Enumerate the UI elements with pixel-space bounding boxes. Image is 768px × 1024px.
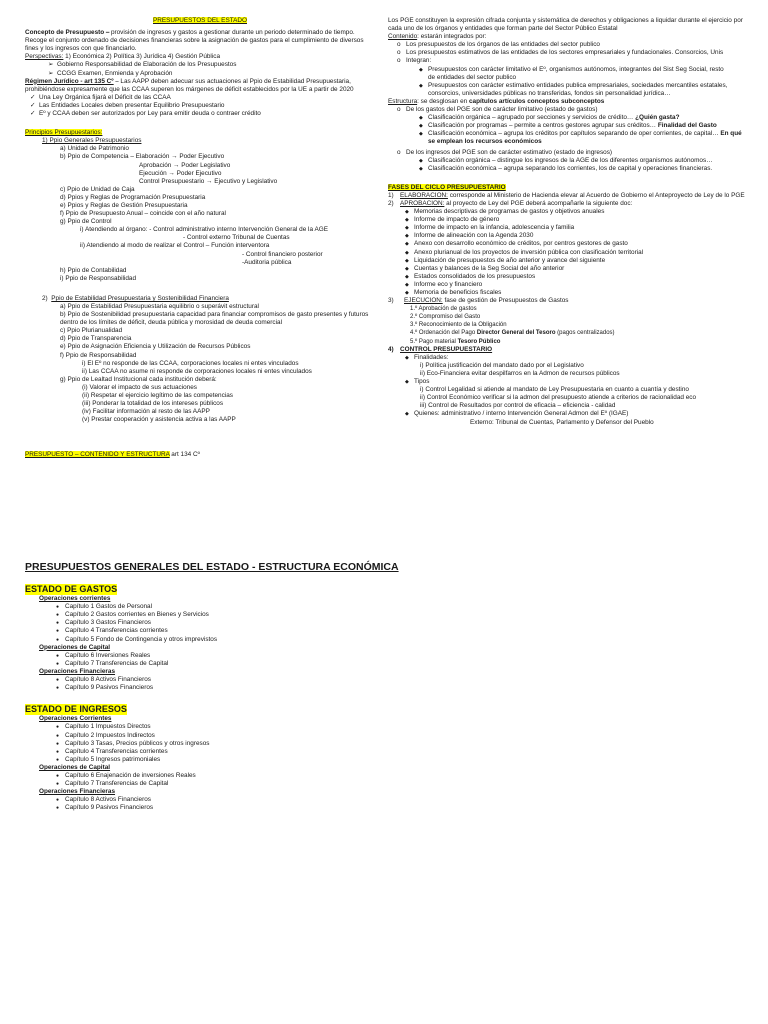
- list-item: ● Capítulo 8 Activos Financieros: [65, 676, 425, 684]
- list-item: ● Capítulo 4 Transferencias corrientes: [65, 627, 425, 635]
- list-item: ● Capítulo 1 Gastos de Personal: [65, 603, 425, 611]
- group-list: [65, 772, 425, 788]
- gastos-line-list: [406, 106, 748, 114]
- list-item: ● Capítulo 2 Impuestos Indirectos: [65, 732, 425, 740]
- perspectivas-label: Perspectivas:: [25, 53, 64, 61]
- group-title: Operaciones Financieras: [39, 667, 116, 675]
- p2-number: 2): [42, 294, 48, 302]
- list-item: o Los presupuestos de los órganos de las entidades del sector publico: [406, 41, 748, 49]
- list-item: ● Capítulo 4 Transferencias corrientes: [65, 748, 425, 756]
- list-item: -Auditoria pública: [242, 258, 292, 266]
- regimen-list: [39, 94, 375, 118]
- list-item: b) Ppio de Sostenibilidad presupuestaria capacidad para financiar compromisos de gasto presentes y futuros dentro de los límites de déficit, deuda pública y morosidad de deuda comercial: [60, 311, 369, 327]
- list-item: ✓ Una Ley Orgánica fijará el Déficit de las CCAA: [39, 94, 375, 102]
- list-item: [410, 338, 748, 346]
- ingresos-group-1: [25, 764, 425, 788]
- right-column: [388, 17, 748, 427]
- list-item: o Los presupuestos estimativos de las entidades de los sectores empresariales y fundacionales. Consorcios, Unis: [406, 49, 748, 57]
- list-item: ◆ Clasificación orgánica – distingue los ingresos de la AGE de los diferentes organismos autónomos…: [428, 157, 748, 165]
- item-bold: En qué se emplean los recursos económicos: [428, 130, 742, 146]
- list-item: ◆ Anexo con desarrollo económico de créditos, por centros gestores de gasto: [414, 240, 748, 248]
- list-item: o Integran:: [406, 57, 748, 65]
- gastos-group-2: [25, 668, 425, 692]
- fase-1: 1) ELABORACION: corresponde al Ministerio de Hacienda elevar al Acuerdo de Gobierno el Anteproyecto de Ley de lo PGE: [388, 191, 745, 199]
- contenido-list: [406, 41, 748, 65]
- estructura-text: : se desglosan en: [417, 97, 469, 105]
- list-item: [428, 122, 748, 130]
- item-bold: Finalidad del Gasto: [657, 122, 717, 130]
- gastos-group-0: [25, 595, 425, 644]
- fase-4-label: CONTROL PRESUPUESTARIO: [400, 345, 493, 353]
- group-title: Operaciones de Capital: [39, 643, 111, 651]
- item-text: (pagos centralizados): [555, 330, 615, 337]
- perspectivas-text: 1) Económica 2) Política 3) Jurídica 4) Gestión Pública: [63, 53, 221, 61]
- list-item: ◆ Cuentas y balances de la Seg Social del año anterior: [414, 265, 748, 273]
- list-item: ● Capítulo 8 Activos Financieros: [65, 796, 425, 804]
- list-item: ◆ Informe de alineación con la Agenda 2030: [414, 232, 748, 240]
- list-item: ● Capítulo 9 Pasivos Financieros: [65, 684, 425, 692]
- list-item: ● Capítulo 1 Impuestos Directos: [65, 723, 425, 731]
- list-item: ◆ Informe de impacto de género: [414, 216, 748, 224]
- list-item: ◆ Tipos: [414, 378, 748, 386]
- list-item: (ii) Respetar el ejercicio legítimo de las competencias: [82, 392, 233, 400]
- estructura-bold: capítulos artículos conceptos subconceptos: [469, 97, 605, 105]
- list-item: (iv) Facilitar información al resto de las AAPP: [82, 408, 210, 416]
- ingresos-class-list: [428, 157, 748, 173]
- list-item: b) Ppio de Competencia – Elaboración → Poder Ejecutivo: [60, 153, 225, 161]
- list-item: i) Control Legalidad si atiende al mandato de Ley Presupuestaria en cuanto a cuantía y destino: [420, 386, 689, 394]
- list-item: c) Ppio Plurianualidad: [60, 327, 123, 335]
- p1-list: [60, 145, 375, 283]
- group-list: [65, 676, 425, 692]
- group-title: Operaciones corrientes: [39, 595, 111, 603]
- ingresos-group-0: [25, 715, 425, 764]
- item-bold: Tesoro Público: [457, 338, 501, 345]
- list-item: ● Capítulo 7 Transferencias de Capital: [65, 660, 425, 668]
- list-item: ● Capítulo 3 Tasas, Precios públicos y otros ingresos: [65, 740, 425, 748]
- list-item: Aprobación → Poder Legislativo: [139, 161, 231, 169]
- list-item: ◆ Estados consolidados de los presupuestos: [414, 273, 748, 281]
- list-item: c) Ppio de Unidad de Caja: [60, 185, 135, 193]
- list-item: ● Capítulo 6 Inversiones Reales: [65, 652, 425, 660]
- list-item: o De los gastos del PGE son de carácter limitativo (estado de gastos): [406, 106, 748, 114]
- list-item: ● Capítulo 5 Fondo de Contingencia y otros imprevistos: [65, 636, 425, 644]
- group-list: [65, 723, 425, 763]
- fases-title: FASES DEL CICLO PRESUPUESTARIO: [388, 183, 506, 191]
- fase-1-label: ELABORACION:: [400, 191, 448, 199]
- list-item: [428, 130, 748, 146]
- contenido-desc: : estarán integrados por:: [417, 33, 487, 41]
- perspectivas-list: [57, 61, 375, 77]
- list-item: ◆ Memoria de beneficios fiscales: [414, 289, 748, 297]
- left-column: [25, 17, 375, 460]
- ingresos-line-list: [406, 149, 748, 157]
- ingresos-group-2: [25, 788, 425, 812]
- fase-3: 3) EJECUCION: fase de gestión de Presupuestos de Gastos: [388, 297, 569, 305]
- item-bold: ¿Quién gasta?: [635, 114, 680, 122]
- list-item: ◆ Liquidación de presupuestos de año anterior y avance del siguiente: [414, 257, 748, 265]
- list-item: d) Ppio de Transparencia: [60, 335, 132, 343]
- list-item: [428, 114, 748, 122]
- list-item: ii) Eco-Financiera evitar despilfarros en la Admon de recursos públicos: [420, 369, 620, 377]
- gastos-title: ESTADO DE GASTOS: [25, 584, 118, 594]
- group-list: [65, 652, 425, 668]
- list-item: 2.º Compromiso del Gasto: [410, 314, 481, 321]
- list-item: ✓ Las Entidades Locales deben presentar Equilibrio Presupuestario: [39, 102, 375, 110]
- list-item: ● Capítulo 7 Transferencias de Capital: [65, 780, 425, 788]
- list-item: e) Ppios y Reglas de Gestión Presupuestaria: [60, 201, 188, 209]
- list-item: o De los ingresos del PGE son de carácter estimativo (estado de ingresos): [406, 149, 748, 157]
- list-item: a) Ppio de Estabilidad Presupuestaria equilibrio o superávit estructural: [60, 303, 259, 310]
- principios-title: Principios Presupuestarios:: [25, 129, 103, 137]
- list-item: ◆ Quienes: administrativo / interno Intervención General Admon del Eº (IGAE): [414, 410, 748, 418]
- contenido-label: Contenido: [388, 33, 418, 41]
- list-item: (iii) Ponderar la totalidad de los intereses públicos: [82, 400, 224, 408]
- fase-3-label: EJECUCION:: [404, 297, 443, 305]
- list-item: f) Ppio de Presupuesto Anual – coincide con el año natural: [60, 210, 226, 218]
- fase-3-text: fase de gestión de Presupuestos de Gastos: [442, 297, 569, 305]
- fase-4-finalidades: [414, 354, 748, 362]
- list-item: ◆ Presupuestos con carácter estimativo entidades publica empresariales, sociedades mercantiles estatales, consorcios, universidades públicas no transferidas, fondos sin personalidad jurídica…: [428, 82, 728, 98]
- list-item: ● Capítulo 2 Gastos corrientes en Bienes y Servicios: [65, 611, 425, 619]
- list-item: ● Capítulo 5 Ingresos patrimoniales: [65, 756, 425, 764]
- fase-4-quienes: [414, 410, 748, 418]
- list-item: - Control externo Tribunal de Cuentas: [183, 234, 290, 242]
- contenido-line: [388, 33, 748, 41]
- tipos-list: [420, 386, 748, 410]
- list-item: ◆ Anexo plurianual de los proyectos de inversión pública con clasificación territorial: [414, 249, 748, 257]
- estructura-economica-section: [25, 561, 425, 812]
- p1-title: 1) Ppio Generales Presupuestarios: [42, 137, 142, 145]
- perspectivas-line: [25, 53, 375, 61]
- list-item: ii) Control Económico verificar si la admon del presupuesto atiende a criterios de racionalidad eco: [420, 394, 697, 402]
- estructura-label: Estructura: [388, 97, 418, 105]
- intro-paragraph: Los PGE constituyen la expresión cifrada conjunta y sistemática de derechos y obligaciones a liquidar durante el ejercicio por cada uno de los órganos y entidades que forman parte del Sector Público Estatal: [388, 17, 743, 33]
- section-title: PRESUPUESTOS GENERALES DEL ESTADO - ESTRUCTURA ECONÓMICA: [25, 561, 399, 573]
- contenido-text: art 134 Cº: [169, 451, 200, 459]
- list-item: [410, 329, 748, 337]
- list-item: d) Ppios y Reglas de Programación Presupuestaria: [60, 193, 206, 201]
- fase-4-tipos: [414, 378, 748, 386]
- p2-list: [60, 303, 375, 424]
- regimen-paragraph: Régimen Jurídico - art 135 Cº ⎯ Las AAPP deben adecuar sus actuaciones al Ppio de Estabilidad Presupuestaria, prohibiéndose expresamente que las CCAA superen los márgenes de déficit establecidos por la UE a partir de 2020: [25, 77, 354, 93]
- list-item: i) Atendiendo al órgano: - Control administrativo interno Intervención General de la AGE: [80, 226, 328, 234]
- item-text: 5.º Pago material: [410, 338, 458, 345]
- concepto-paragraph: Concepto de Presupuesto ⎯ provisión de ingresos y gastos a gestionar durante un periodo determinado de tiempo. Recoge el conjunto ordenado de decisiones financieras sobre la asignación de gastos para el cumplimiento de diversos fines y los ingresos con que financiarlo.: [25, 29, 364, 53]
- page-title: PRESUPUESTOS DEL ESTADO: [153, 17, 247, 24]
- fase-2-label: APROBACION:: [400, 199, 445, 207]
- list-item: ➢ Gobierno Responsabilidad de Elaboración de los Presupuestos: [57, 61, 375, 69]
- list-item: ● Capítulo 6 Enajenación de inversiones Reales: [65, 772, 425, 780]
- list-item: i) Política justificación del mandato dado por el Legislativo: [420, 361, 584, 369]
- list-item: e) Ppio de Asignación Eficiencia y Utilización de Recursos Públicos: [60, 343, 251, 351]
- fase-4: 4) CONTROL PRESUPUESTARIO: [388, 345, 493, 353]
- estructura-line: [388, 98, 748, 106]
- ingresos-title: ESTADO DE INGRESOS: [25, 704, 127, 715]
- list-item: h) Ppio de Contabilidad: [60, 266, 127, 274]
- group-list: [65, 796, 425, 812]
- list-item: iii) Control de Resultados por control de eficacia – eficiencia - calidad: [420, 402, 616, 410]
- item-text: Clasificación orgánica – agrupado por secciones y servicios de crédito…: [428, 114, 636, 122]
- list-item: ◆ Finalidades:: [414, 354, 748, 362]
- fase-2: 2) APROBACION: al proyecto de Ley del PGE deberá acompañarle la siguiente doc:: [388, 199, 633, 207]
- finalidades-list: [420, 362, 748, 378]
- list-item: Ejecución → Poder Ejecutivo: [139, 169, 222, 177]
- group-list: [65, 603, 425, 643]
- list-item: 3.º Reconocimiento de la Obligación: [410, 322, 507, 329]
- item-text: Clasificación por programas – permite a centros gestores agrupar sus créditos…: [428, 122, 658, 130]
- list-item: ◆ Clasificación económica – agrupa separando los corrientes, los de capital y operaciones financieras.: [428, 165, 748, 173]
- contenido-title: PRESUPUESTO – CONTENIDO Y ESTRUCTURA: [25, 451, 170, 459]
- gastos-class-list: [428, 114, 748, 146]
- list-item: ● Capítulo 3 Gastos Financieros: [65, 619, 425, 627]
- list-item: i) Ppio de Responsabilidad: [60, 274, 137, 282]
- list-item: f) Ppio de Responsabilidad: [60, 351, 137, 359]
- contenido-heading: [25, 451, 375, 459]
- list-item: ◆ Informe de impacto en la infancia, adolescencia y familia: [414, 224, 748, 232]
- list-item: ◆ Memorias descriptivas de programas de gastos y objetivos anuales: [414, 208, 748, 216]
- list-item: - Control financiero posterior: [242, 250, 323, 258]
- list-item: ii) Las CCAA no asume ni responde de corporaciones locales ni entes vinculados: [82, 367, 312, 375]
- group-title: Operaciones de Capital: [39, 763, 111, 771]
- item-text: 4.º Ordenación del Pago: [410, 330, 477, 337]
- fase-2-text: al proyecto de Ley del PGE deberá acompañarle la siguiente doc:: [444, 199, 633, 207]
- list-item: g) Ppio de Control: [60, 218, 112, 226]
- p2-title-line: [42, 295, 375, 303]
- externo-line: Externo: Tribunal de Cuentas, Parlamento y Defensor del Pueblo: [470, 418, 654, 426]
- list-item: Control Presupuestario → Ejecutivo y Legislativo: [139, 177, 278, 185]
- regimen-text: Las AAPP deben adecuar sus actuaciones al Ppio de Estabilidad Presupuestaria, prohibiéndose expresamente que las CCAA superen los márgenes de déficit establecidos por la UE a partir de 2020: [25, 77, 354, 93]
- group-title: Operaciones Financieras: [39, 788, 116, 796]
- regimen-label: Régimen Jurídico - art 135 Cº: [25, 77, 114, 85]
- concepto-text: provisión de ingresos y gastos a gestionar durante un periodo determinado de tiempo. Recoge el conjunto ordenado de decisiones financieras sobre la asignación de gastos para el cumplimiento de diversos fines y los ingresos con que financiarlo.: [25, 29, 364, 53]
- fase-2-list: [414, 208, 748, 297]
- list-item: ➢ CCGG Examen, Enmienda y Aprobación: [57, 70, 375, 78]
- item-text: Clasificación económica – agrupa los créditos por capítulos separando de oper corrientes, de capital…: [428, 130, 721, 138]
- list-item: 1.º Aprobación de gastos: [410, 306, 477, 313]
- list-item: i) El Eº no responde de las CCAA, corporaciones locales ni entes vinculados: [82, 359, 299, 367]
- list-item: ✓ Eº y CCAA deben ser autorizados por Ley para emitir deuda o contraer crédito: [39, 110, 375, 118]
- list-item: ii) Atendiendo al modo de realizar el Control – Función interventora: [80, 242, 270, 250]
- gastos-group-1: [25, 644, 425, 668]
- group-title: Operaciones Corrientes: [39, 715, 112, 723]
- concepto-label: Concepto de Presupuesto: [25, 29, 105, 37]
- list-item: ● Capítulo 9 Pasivos Financieros: [65, 804, 425, 812]
- list-item: (i) Valorar el impacto de sus actuaciones: [82, 383, 197, 391]
- fase-1-text: corresponde al Ministerio de Hacienda elevar al Acuerdo de Gobierno el Anteproyecto de Ley de lo PGE: [447, 191, 745, 199]
- integran-list: [428, 66, 728, 98]
- fase-3-list: [410, 305, 748, 345]
- list-item: ◆ Presupuestos con carácter limitativo el Eº, organismos autónomos, integrantes del Sist Seg Social, resto de entidades del sector publico: [428, 66, 728, 82]
- item-bold: Director General del Tesoro: [476, 330, 556, 337]
- list-item: g) Ppio de Lealtad Institucional cada institución deberá:: [60, 375, 217, 383]
- list-item: a) Unidad de Patrimonio: [60, 145, 129, 153]
- list-item: ◆ Informe eco y financiero: [414, 281, 748, 289]
- list-item: (v) Prestar cooperación y asistencia activa a las AAPP: [82, 416, 236, 424]
- p2-title: Ppio de Estabilidad Presupuestaria y Sostenibilidad Financiera: [51, 294, 229, 302]
- page-title-wrap: [25, 17, 375, 25]
